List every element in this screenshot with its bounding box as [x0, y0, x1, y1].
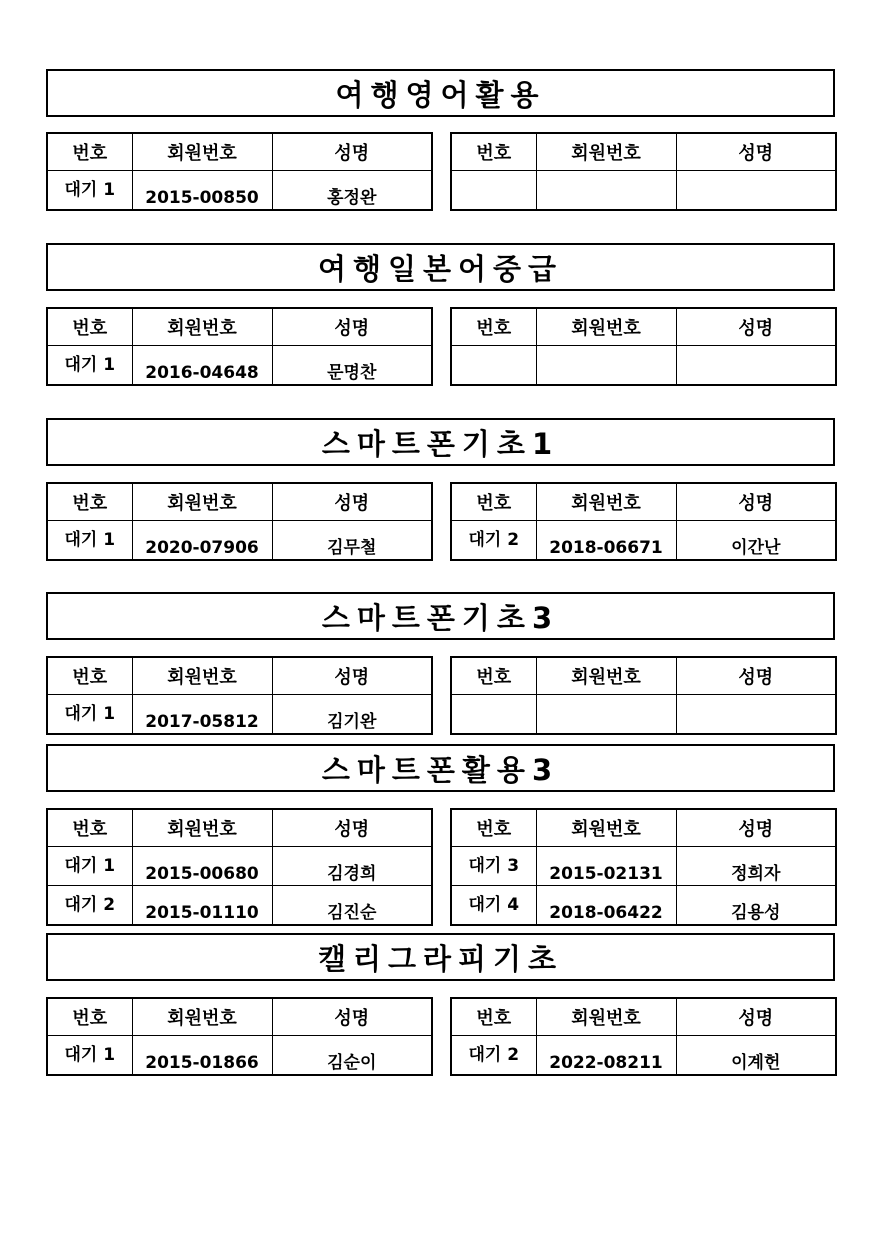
table-header-row	[47, 809, 432, 847]
cell-member-id: 2015-01110	[132, 886, 272, 926]
header-member-id: 회원번호	[132, 998, 272, 1036]
table-header-row	[451, 809, 836, 847]
cell-number: 대기 1	[47, 521, 132, 561]
header-number: 번호	[451, 483, 536, 521]
header-member-id: 회원번호	[536, 657, 676, 695]
header-name: 성명	[272, 998, 432, 1036]
cell-member-id: 2017-05812	[132, 695, 272, 735]
header-name: 성명	[676, 998, 836, 1036]
table-row	[451, 695, 836, 735]
cell-member-id: 2015-00850	[132, 171, 272, 211]
table-header-row	[451, 998, 836, 1036]
header-member-id: 회원번호	[132, 657, 272, 695]
section-title: 캘리그라피기초	[46, 933, 835, 981]
cell-number	[451, 171, 536, 211]
table-header-row	[47, 657, 432, 695]
table-header-row	[47, 133, 432, 171]
table-header-row	[451, 308, 836, 346]
cell-member-id: 2022-08211	[536, 1036, 676, 1076]
header-member-id: 회원번호	[536, 998, 676, 1036]
table-row	[451, 521, 836, 561]
header-number: 번호	[47, 133, 132, 171]
header-number: 번호	[451, 657, 536, 695]
section-title: 스마트폰활용3	[46, 744, 835, 792]
header-number: 번호	[451, 809, 536, 847]
table-row	[47, 695, 432, 735]
cell-name: 김진순	[272, 886, 432, 926]
header-member-id: 회원번호	[536, 483, 676, 521]
table-header-row	[47, 998, 432, 1036]
header-member-id: 회원번호	[132, 308, 272, 346]
header-number: 번호	[451, 998, 536, 1036]
cell-number: 대기 1	[47, 346, 132, 386]
cell-member-id: 2015-02131	[536, 847, 676, 886]
cell-number: 대기 1	[47, 847, 132, 886]
header-number: 번호	[451, 133, 536, 171]
header-name: 성명	[676, 809, 836, 847]
cell-name: 홍정완	[272, 171, 432, 211]
waitlist-table-left	[46, 997, 433, 1076]
cell-number: 대기 4	[451, 886, 536, 926]
header-name: 성명	[676, 308, 836, 346]
cell-name: 정희자	[676, 847, 836, 886]
cell-member-id	[536, 346, 676, 386]
cell-number: 대기 3	[451, 847, 536, 886]
header-member-id: 회원번호	[132, 133, 272, 171]
cell-number: 대기 2	[451, 521, 536, 561]
cell-number: 대기 1	[47, 171, 132, 211]
table-row	[451, 346, 836, 386]
waitlist-table-left	[46, 656, 433, 735]
header-member-id: 회원번호	[132, 483, 272, 521]
cell-number	[451, 695, 536, 735]
section-title: 여행일본어중급	[46, 243, 835, 291]
cell-name: 이간난	[676, 521, 836, 561]
table-header-row	[451, 133, 836, 171]
header-name: 성명	[272, 483, 432, 521]
waitlist-table-right	[450, 482, 837, 561]
cell-name	[676, 695, 836, 735]
header-number: 번호	[47, 809, 132, 847]
header-name: 성명	[272, 657, 432, 695]
cell-member-id	[536, 695, 676, 735]
table-row	[47, 346, 432, 386]
waitlist-table-left	[46, 307, 433, 386]
cell-name: 문명찬	[272, 346, 432, 386]
cell-number: 대기 2	[451, 1036, 536, 1076]
cell-member-id: 2015-00680	[132, 847, 272, 886]
waitlist-table-right	[450, 132, 837, 211]
header-number: 번호	[47, 657, 132, 695]
cell-member-id: 2020-07906	[132, 521, 272, 561]
waitlist-table-right	[450, 808, 837, 926]
cell-number: 대기 1	[47, 1036, 132, 1076]
header-name: 성명	[676, 483, 836, 521]
header-name: 성명	[676, 657, 836, 695]
header-number: 번호	[47, 483, 132, 521]
table-row	[47, 886, 432, 926]
table-row	[47, 1036, 432, 1076]
cell-name: 이계헌	[676, 1036, 836, 1076]
cell-member-id: 2015-01866	[132, 1036, 272, 1076]
table-header-row	[451, 483, 836, 521]
waitlist-table-left	[46, 132, 433, 211]
section-title: 여행영어활용	[46, 69, 835, 117]
header-number: 번호	[47, 308, 132, 346]
cell-member-id: 2016-04648	[132, 346, 272, 386]
header-name: 성명	[272, 133, 432, 171]
table-row	[451, 171, 836, 211]
header-name: 성명	[272, 308, 432, 346]
header-member-id: 회원번호	[536, 133, 676, 171]
header-number: 번호	[47, 998, 132, 1036]
header-number: 번호	[451, 308, 536, 346]
table-row	[451, 1036, 836, 1076]
table-header-row	[451, 657, 836, 695]
waitlist-table-right	[450, 307, 837, 386]
waitlist-table-right	[450, 656, 837, 735]
cell-name: 김용성	[676, 886, 836, 926]
table-row	[451, 886, 836, 926]
section-title: 스마트폰기초1	[46, 418, 835, 466]
cell-name: 김기완	[272, 695, 432, 735]
cell-name	[676, 171, 836, 211]
cell-number	[451, 346, 536, 386]
table-row	[47, 521, 432, 561]
header-name: 성명	[272, 809, 432, 847]
cell-name: 김순이	[272, 1036, 432, 1076]
header-name: 성명	[676, 133, 836, 171]
cell-name	[676, 346, 836, 386]
table-header-row	[47, 483, 432, 521]
header-member-id: 회원번호	[536, 809, 676, 847]
table-row	[47, 847, 432, 886]
cell-name: 김무철	[272, 521, 432, 561]
section-title: 스마트폰기초3	[46, 592, 835, 640]
table-row	[451, 847, 836, 886]
cell-member-id: 2018-06671	[536, 521, 676, 561]
cell-member-id: 2018-06422	[536, 886, 676, 926]
table-header-row	[47, 308, 432, 346]
cell-number: 대기 1	[47, 695, 132, 735]
cell-number: 대기 2	[47, 886, 132, 926]
table-row	[47, 171, 432, 211]
cell-name: 김경희	[272, 847, 432, 886]
waitlist-table-left	[46, 808, 433, 926]
waitlist-table-left	[46, 482, 433, 561]
header-member-id: 회원번호	[132, 809, 272, 847]
waitlist-table-right	[450, 997, 837, 1076]
header-member-id: 회원번호	[536, 308, 676, 346]
cell-member-id	[536, 171, 676, 211]
